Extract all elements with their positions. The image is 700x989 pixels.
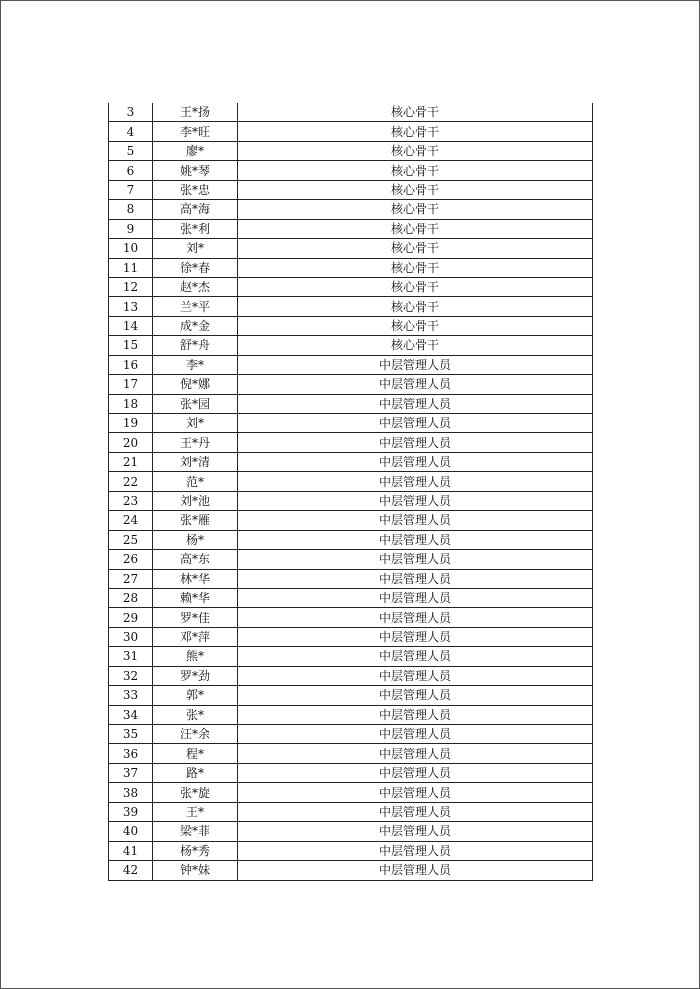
role-cell: 中层管理人员 [238,608,593,627]
name-cell: 杨* [153,530,238,549]
role-cell: 核心骨干 [238,239,593,258]
table-row [109,763,593,782]
name-cell: 刘*清 [153,452,238,471]
name-cell: 林*华 [153,569,238,588]
row-number-cell: 27 [109,569,153,588]
row-number-cell: 9 [109,219,153,238]
name-cell: 王* [153,802,238,821]
name-cell: 张*旋 [153,783,238,802]
role-cell: 中层管理人员 [238,686,593,705]
row-number-cell: 4 [109,122,153,141]
row-number-cell: 22 [109,472,153,491]
name-cell: 张*雁 [153,511,238,530]
role-cell: 中层管理人员 [238,394,593,413]
name-cell: 郭* [153,686,238,705]
row-number-cell: 28 [109,588,153,607]
row-number-cell: 30 [109,627,153,646]
table-row [109,666,593,685]
row-number-cell: 31 [109,647,153,666]
name-cell: 刘*池 [153,491,238,510]
role-cell: 中层管理人员 [238,375,593,394]
table-row [109,861,593,880]
table-row [109,452,593,471]
table-row [109,705,593,724]
table-row [109,588,593,607]
role-cell: 中层管理人员 [238,452,593,471]
row-number-cell: 33 [109,686,153,705]
table-row [109,277,593,296]
name-cell: 杨*秀 [153,841,238,860]
role-cell: 核心骨干 [238,277,593,296]
name-cell: 程* [153,744,238,763]
table-row [109,608,593,627]
role-cell: 核心骨干 [238,141,593,160]
role-cell: 中层管理人员 [238,414,593,433]
name-cell: 梁*菲 [153,822,238,841]
row-number-cell: 40 [109,822,153,841]
name-cell: 徐*春 [153,258,238,277]
row-number-cell: 8 [109,200,153,219]
name-cell: 刘* [153,414,238,433]
name-cell: 倪*娜 [153,375,238,394]
name-cell: 姚*琴 [153,161,238,180]
table-row [109,219,593,238]
table-row [109,744,593,763]
row-number-cell: 19 [109,414,153,433]
table-row [109,355,593,374]
row-number-cell: 41 [109,841,153,860]
table-row [109,783,593,802]
table-body [109,103,593,880]
row-number-cell: 34 [109,705,153,724]
table-row [109,550,593,569]
table-row [109,627,593,646]
table-row [109,375,593,394]
name-cell: 张* [153,705,238,724]
row-number-cell: 39 [109,802,153,821]
table-row [109,647,593,666]
row-number-cell: 11 [109,258,153,277]
name-cell: 王*扬 [153,103,238,122]
role-cell: 核心骨干 [238,122,593,141]
row-number-cell: 6 [109,161,153,180]
role-cell: 核心骨干 [238,297,593,316]
table-row [109,336,593,355]
row-number-cell: 37 [109,763,153,782]
table-row [109,414,593,433]
role-cell: 中层管理人员 [238,802,593,821]
name-cell: 张*园 [153,394,238,413]
table-row [109,725,593,744]
row-number-cell: 13 [109,297,153,316]
table-row [109,200,593,219]
table-row [109,686,593,705]
role-cell: 核心骨干 [238,258,593,277]
name-cell: 兰*平 [153,297,238,316]
name-cell: 舒*舟 [153,336,238,355]
role-cell: 中层管理人员 [238,744,593,763]
role-cell: 中层管理人员 [238,627,593,646]
row-number-cell: 26 [109,550,153,569]
row-number-cell: 18 [109,394,153,413]
table-row [109,491,593,510]
personnel-table [108,103,593,881]
name-cell: 路* [153,763,238,782]
row-number-cell: 21 [109,452,153,471]
row-number-cell: 3 [109,103,153,122]
role-cell: 中层管理人员 [238,433,593,452]
table-row [109,103,593,122]
table-row [109,394,593,413]
role-cell: 中层管理人员 [238,841,593,860]
name-cell: 张*忠 [153,180,238,199]
role-cell: 核心骨干 [238,316,593,335]
role-cell: 中层管理人员 [238,861,593,880]
name-cell: 王*丹 [153,433,238,452]
row-number-cell: 29 [109,608,153,627]
row-number-cell: 24 [109,511,153,530]
role-cell: 核心骨干 [238,200,593,219]
table-row [109,822,593,841]
role-cell: 中层管理人员 [238,705,593,724]
name-cell: 李* [153,355,238,374]
row-number-cell: 12 [109,277,153,296]
role-cell: 中层管理人员 [238,725,593,744]
name-cell: 熊* [153,647,238,666]
table-row [109,569,593,588]
table-row [109,297,593,316]
name-cell: 廖* [153,141,238,160]
row-number-cell: 10 [109,239,153,258]
table-row [109,841,593,860]
role-cell: 中层管理人员 [238,530,593,549]
role-cell: 核心骨干 [238,161,593,180]
table-row [109,316,593,335]
role-cell: 中层管理人员 [238,550,593,569]
row-number-cell: 23 [109,491,153,510]
row-number-cell: 7 [109,180,153,199]
row-number-cell: 38 [109,783,153,802]
name-cell: 刘* [153,239,238,258]
table-row [109,161,593,180]
table-row [109,802,593,821]
row-number-cell: 17 [109,375,153,394]
row-number-cell: 35 [109,725,153,744]
row-number-cell: 32 [109,666,153,685]
row-number-cell: 42 [109,861,153,880]
table-row [109,258,593,277]
name-cell: 罗*劲 [153,666,238,685]
role-cell: 核心骨干 [238,336,593,355]
table-row [109,472,593,491]
role-cell: 中层管理人员 [238,588,593,607]
name-cell: 赖*华 [153,588,238,607]
name-cell: 汪*余 [153,725,238,744]
row-number-cell: 5 [109,141,153,160]
table-row [109,141,593,160]
table-row [109,511,593,530]
table-row [109,122,593,141]
row-number-cell: 14 [109,316,153,335]
name-cell: 高*海 [153,200,238,219]
role-cell: 核心骨干 [238,180,593,199]
name-cell: 赵*杰 [153,277,238,296]
table-row [109,239,593,258]
name-cell: 李*旺 [153,122,238,141]
role-cell: 核心骨干 [238,219,593,238]
table-row [109,433,593,452]
role-cell: 中层管理人员 [238,355,593,374]
row-number-cell: 20 [109,433,153,452]
row-number-cell: 25 [109,530,153,549]
row-number-cell: 15 [109,336,153,355]
row-number-cell: 36 [109,744,153,763]
role-cell: 中层管理人员 [238,472,593,491]
role-cell: 中层管理人员 [238,666,593,685]
name-cell: 张*利 [153,219,238,238]
name-cell: 范* [153,472,238,491]
row-number-cell: 16 [109,355,153,374]
role-cell: 中层管理人员 [238,763,593,782]
name-cell: 钟*妹 [153,861,238,880]
role-cell: 中层管理人员 [238,647,593,666]
name-cell: 成*金 [153,316,238,335]
name-cell: 高*东 [153,550,238,569]
table-row [109,530,593,549]
role-cell: 中层管理人员 [238,569,593,588]
table-row [109,180,593,199]
role-cell: 中层管理人员 [238,491,593,510]
role-cell: 核心骨干 [238,103,593,122]
name-cell: 罗*佳 [153,608,238,627]
role-cell: 中层管理人员 [238,511,593,530]
role-cell: 中层管理人员 [238,783,593,802]
role-cell: 中层管理人员 [238,822,593,841]
name-cell: 邓*萍 [153,627,238,646]
